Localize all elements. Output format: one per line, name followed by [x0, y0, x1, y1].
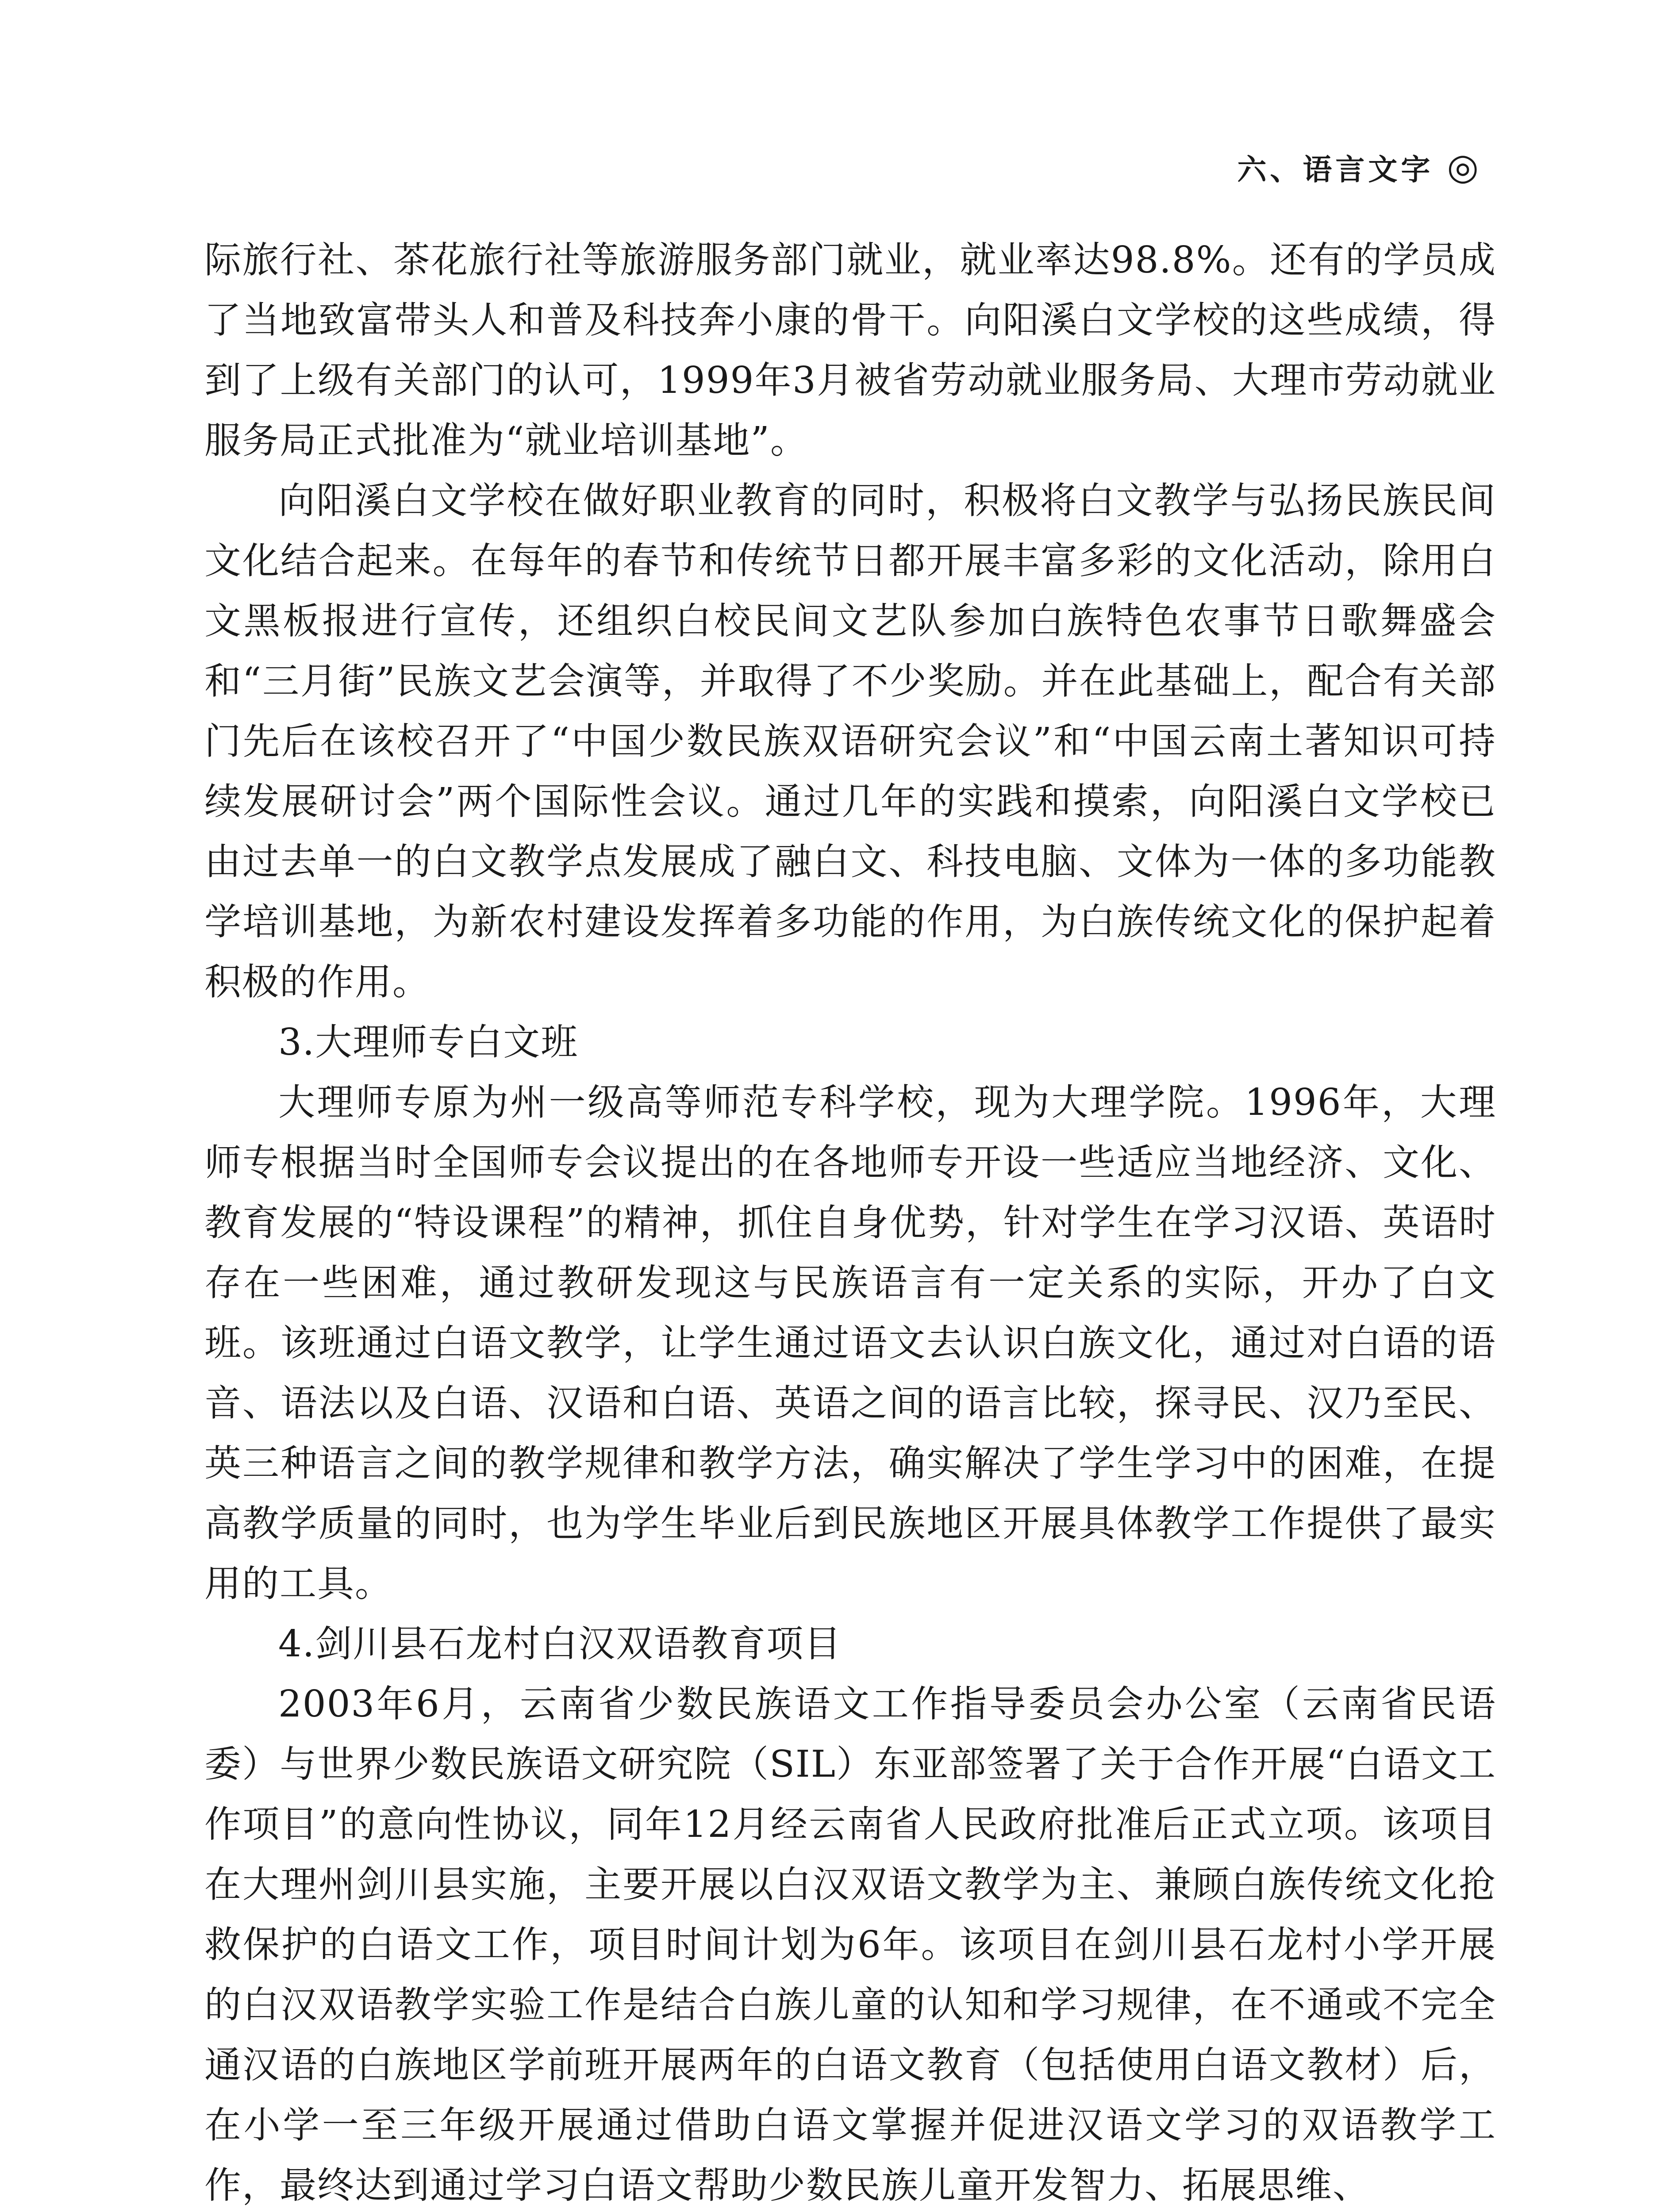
- paragraph-jianchuan-project: 2003年6月，云南省少数民族语文工作指导委员会办公室（云南省民语委）与世界少数民族语文研究院（SIL）东亚部签署了关于合作开展“白语文工作项目”的意向性协议，同年12月经云南省人民政府批准后正式立项。该项目在大理州剑川县实施，主要开展以白汉双语文教学为主、兼顾白族传统文化抢救保护的白语文工作，项目时间计划为6年。该项目在剑川县石龙村小学开展的白汉双语教学实验工作是结合白族儿童的认知和学习规律，在不通或不完全通汉语的白族地区学前班开展两年的白语文教育（包括使用白语文教材）后，在小学一至三年级开展通过借助白语文掌握并促进汉语文学习的双语教学工作，最终达到通过学习白语文帮助少数民族儿童开发智力、拓展思维、: [204, 1682, 1496, 2207]
- running-header: [1237, 146, 1482, 188]
- circle-mark-icon: ◎: [1447, 146, 1482, 188]
- page-body: [204, 230, 1496, 2212]
- paragraph-dali-normal-college: 大理师专原为州一级高等师范专科学校，现为大理学院。1996年，大理师专根据当时全国师专会议提出的在各地师专开设一些适应当地经济、文化、教育发展的“特设课程”的精神，抓住自身优势，针对学生在学习汉语、英语时存在一些困难，通过教研发现这与民族语言有一定关系的实际，开办了白文班。该班通过白语文教学，让学生通过语文去认识白族文化，通过对白语的语音、语法以及白语、汉语和白语、英语之间的语言比较，探寻民、汉乃至民、英三种语言之间的教学规律和教学方法，确实解决了学生学习中的困难，在提高教学质量的同时，也为学生毕业后到民族地区开展具体教学工作提供了最实用的工具。: [204, 1081, 1496, 1605]
- paragraph-folk-culture: 向阳溪白文学校在做好职业教育的同时，积极将白文教学与弘扬民族民间文化结合起来。在每年的春节和传统节日都开展丰富多彩的文化活动，除用白文黑板报进行宣传，还组织白校民间文艺队参加白族特色农事节日歌舞盛会和“三月街”民族文艺会演等，并取得了不少奖励。并在此基础上，配合有关部门先后在该校召开了“中国少数民族双语研究会议”和“中国云南土著知识可持续发展研讨会”两个国际性会议。通过几年的实践和摸索，向阳溪白文学校已由过去单一的白文教学点发展成了融白文、科技电脑、文体为一体的多功能教学培训基地，为新农村建设发挥着多功能的作用，为白族传统文化的保护起着积极的作用。: [204, 479, 1496, 1003]
- section-heading-4: 4.剑川县石龙村白汉双语教育项目: [278, 1622, 842, 1665]
- section-heading-3: 3.大理师专白文班: [278, 1021, 579, 1064]
- section-title: 六、语言文字: [1237, 152, 1434, 187]
- paragraph-continued: 际旅行社、茶花旅行社等旅游服务部门就业，就业率达98.8%。还有的学员成了当地致富带头人和普及科技奔小康的骨干。向阳溪白文学校的这些成绩，得到了上级有关部门的认可，1999年3月被省劳动就业服务局、大理市劳动就业服务局正式批准为“就业培训基地”。: [204, 238, 1496, 462]
